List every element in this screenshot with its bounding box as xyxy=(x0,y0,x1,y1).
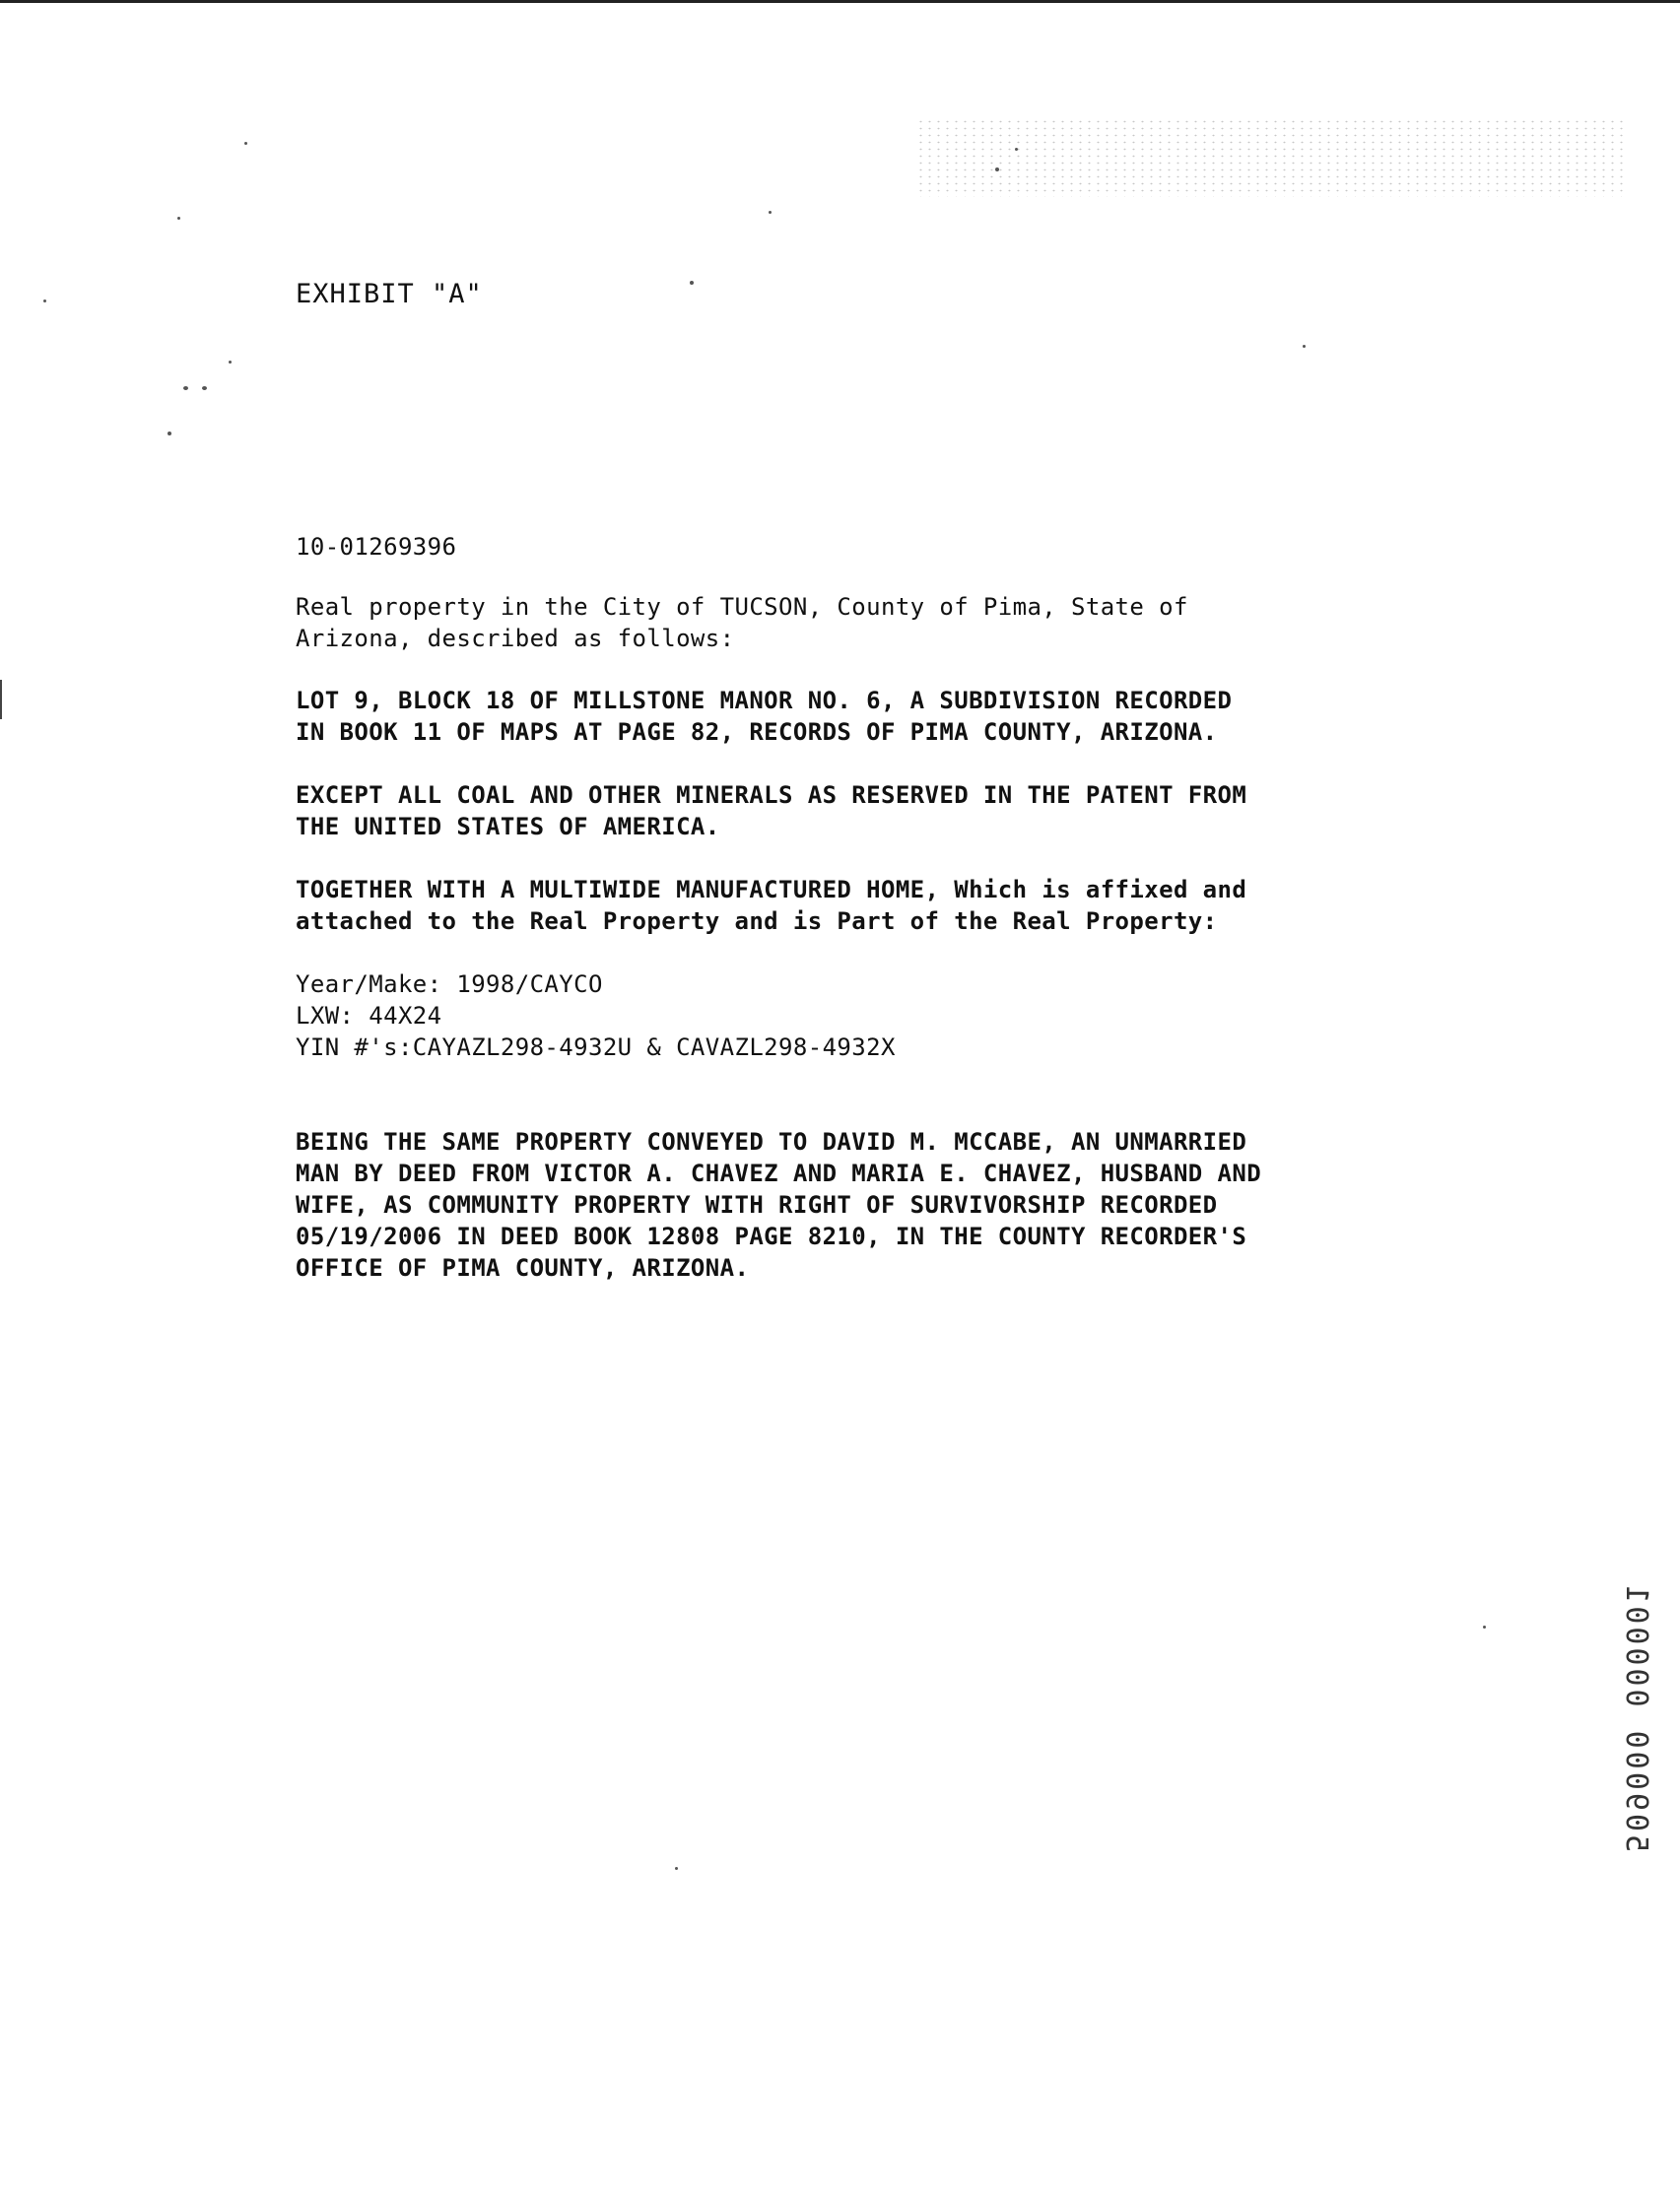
scan-speck xyxy=(202,386,207,390)
location-paragraph: Real property in the City of TUCSON, County of Pima, State of Arizona, described as follows: xyxy=(296,593,1188,652)
scan-speck xyxy=(769,211,772,214)
scan-speck xyxy=(675,1867,678,1870)
scan-speck xyxy=(244,142,247,145)
scan-speck xyxy=(183,386,188,390)
scan-speck xyxy=(1483,1626,1486,1629)
exception-paragraph: EXCEPT ALL COAL AND OTHER MINERALS AS RESERVED IN THE PATENT FROM THE UNITED STATES OF AMERICA. xyxy=(296,781,1247,840)
margin-stamp xyxy=(1606,1582,1665,1862)
scan-speck xyxy=(43,300,46,302)
scan-left-edge xyxy=(0,680,2,719)
home-details: Year/Make: 1998/CAYCO LXW: 44X24 YIN #'s:CAYAZL298-4932U & CAVAZL298-4932X xyxy=(296,970,896,1061)
lot-description-paragraph: LOT 9, BLOCK 18 OF MILLSTONE MANOR NO. 6, A SUBDIVISION RECORDED IN BOOK 11 OF MAPS AT PAGE 82, RECORDS OF PIMA COUNTY, ARIZONA. xyxy=(296,687,1233,746)
scan-speck xyxy=(690,281,694,285)
scan-speck xyxy=(177,217,180,220)
scan-speck xyxy=(168,432,171,435)
scan-speck xyxy=(995,167,999,171)
margin-stamp-text: 509000 000001 xyxy=(1619,1582,1653,1852)
manufactured-home-paragraph: TOGETHER WITH A MULTIWIDE MANUFACTURED HOME, Which is affixed and attached to the Real Property and is Part of the Real Property: xyxy=(296,876,1247,935)
scan-speck xyxy=(229,361,232,364)
scan-noise xyxy=(916,118,1626,197)
scan-speck xyxy=(1015,148,1018,151)
conveyance-paragraph: BEING THE SAME PROPERTY CONVEYED TO DAVID M. MCCABE, AN UNMARRIED MAN BY DEED FROM VICTOR A. CHAVEZ AND MARIA E. CHAVEZ, HUSBAND AND WIFE, AS COMMUNITY PROPERTY WITH RIGHT OF SURVIVORSHIP RECORDED 05/19/2006 IN DEED BOOK 12808 PAGE 8210, IN THE COUNTY RECORDER'S OFFICE OF PIMA COUNTY, ARIZONA. xyxy=(296,1128,1262,1282)
exhibit-title: EXHIBIT "A" xyxy=(296,279,483,309)
reference-number: 10-01269396 xyxy=(296,533,457,561)
scan-speck xyxy=(1303,345,1306,348)
scan-top-edge xyxy=(0,0,1680,3)
